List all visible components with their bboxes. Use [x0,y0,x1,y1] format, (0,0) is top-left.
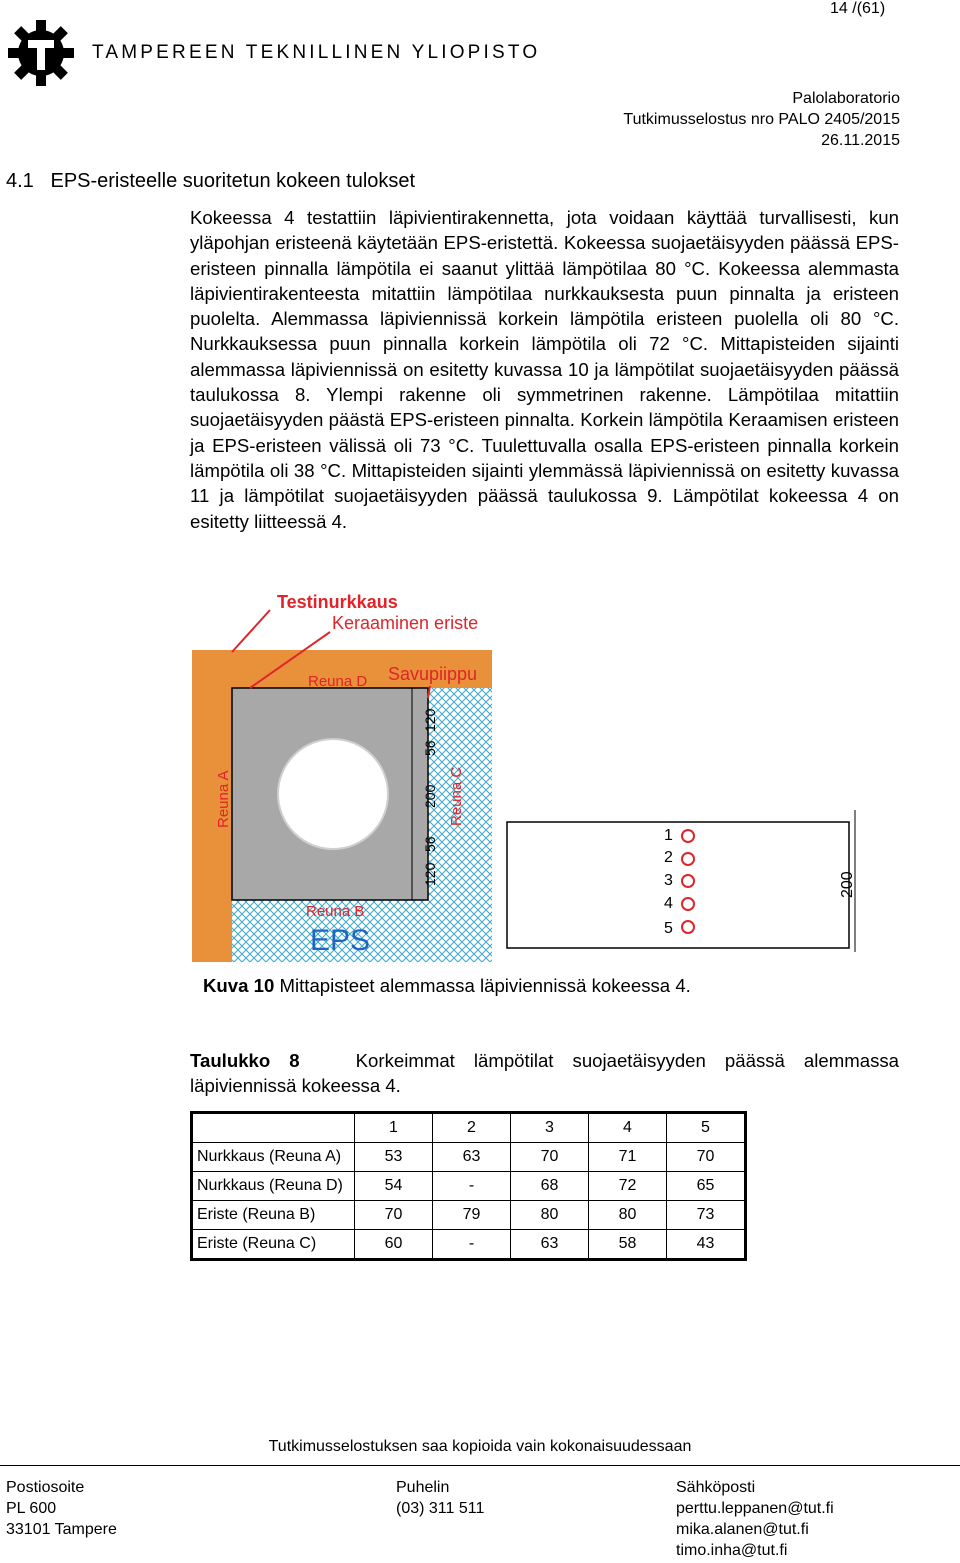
table-cell: 73 [667,1201,746,1230]
dim-bottom-56: 56 [422,836,438,852]
table-cell: - [433,1172,511,1201]
dim-top-120: 120 [422,708,438,732]
table-cell: 70 [511,1143,589,1172]
table-header-cell: 4 [589,1113,667,1143]
table-header-cell [192,1113,355,1143]
table-row-label: Eriste (Reuna B) [192,1201,355,1230]
footer-email-link[interactable]: timo.inha@tut.fi [676,1542,788,1559]
figure-10 [190,590,880,975]
university-logo [6,18,76,93]
page-number: 14 /(61) [830,0,886,17]
table-header-cell: 5 [667,1113,746,1143]
footer-email-link[interactable]: perttu.leppanen@tut.fi [676,1500,834,1517]
table-cell: 63 [433,1143,511,1172]
label-eps: EPS [310,924,371,957]
footer-postal-city: 33101 Tampere [6,1521,117,1538]
label-savupiippu: Savupiippu [388,664,478,684]
table-row [192,1230,746,1260]
table-caption-label: Taulukko 8 [190,1050,300,1071]
point-label-1: 1 [664,827,673,844]
table-row-label: Eriste (Reuna C) [192,1230,355,1260]
table-row [192,1172,746,1201]
table-cell: 60 [355,1230,433,1260]
dim-side-200: 200 [839,871,856,898]
figure-caption [203,975,691,997]
dim-top-56: 56 [422,740,438,756]
table-cell: 80 [511,1201,589,1230]
footer-email-link[interactable]: mika.alanen@tut.fi [676,1521,809,1538]
footer-phone-number: (03) 311 511 [396,1500,485,1517]
table-row [192,1143,746,1172]
label-keraaminen: Keraaminen eriste [332,613,479,633]
table-cell: 68 [511,1172,589,1201]
point-label-2: 2 [664,849,673,866]
table-caption-text: Korkeimmat lämpötilat suojaetäisyyden päässä alemmassa läpiviennissä kokeessa 4. [190,1050,899,1096]
table-header-cell: 1 [355,1113,433,1143]
table-header-cell: 3 [511,1113,589,1143]
label-reuna-c: Reuna C [448,766,465,826]
label-reuna-b: Reuna B [306,903,365,920]
table-cell: 53 [355,1143,433,1172]
university-name: TAMPEREEN TEKNILLINEN YLIOPISTO [92,42,541,63]
table-cell: 65 [667,1172,746,1201]
label-testinurkkaus: Testinurkkaus [277,592,398,612]
lab-name: Palolaboratorio [792,90,900,107]
table-row [192,1201,746,1230]
table-cell: 71 [589,1143,667,1172]
table-row-label: Nurkkaus (Reuna A) [192,1143,355,1172]
table-caption [190,1048,899,1098]
footer-notice: Tutkimusselostuksen saa kopioida vain kokonaisuudessaan [268,1438,692,1455]
footer-divider [0,1465,960,1466]
report-number: Tutkimusselostus nro PALO 2405/2015 [623,111,900,128]
label-reuna-a: Reuna A [215,770,232,828]
point-label-4: 4 [664,895,673,912]
figure-caption-text: Mittapisteet alemmassa läpiviennissä kokeessa 4. [279,975,691,996]
table-cell: 54 [355,1172,433,1201]
table-cell: 80 [589,1201,667,1230]
table-cell: 58 [589,1230,667,1260]
table-header-cell: 2 [433,1113,511,1143]
dim-bottom-120: 120 [422,862,438,886]
footer-postal-box: PL 600 [6,1500,57,1517]
table-header-row [192,1113,746,1143]
dim-200: 200 [422,784,438,808]
footer-postal-heading: Postiosoite [6,1479,85,1496]
table-row-label: Nurkkaus (Reuna D) [192,1172,355,1201]
point-label-3: 3 [664,872,673,889]
report-header [623,88,900,151]
footer-email [676,1477,834,1561]
figure-caption-label: Kuva 10 [203,975,275,996]
measurement-diagram [190,590,880,970]
table-cell: 70 [355,1201,433,1230]
section-title: 4.1 EPS-eristeelle suoritetun kokeen tulokset [6,170,416,192]
footer-phone [396,1477,484,1519]
table-cell: 79 [433,1201,511,1230]
body-paragraph: Kokeessa 4 testattiin läpivientirakennetta, jota voidaan käyttää turvallisesti, kun yläpohjan eristeenä käytetään EPS-eristettä. Kokeessa suojaetäisyyden päässä EPS-eristeen pinnalla lämpötila ei saanut ylittää lämpötilaa 80 °C. Kokeessa alemmasta läpivientirakenteesta mitattiin lämpötilaa nurkkauksesta puun pinnalta ja eristeen puolelta. Alemmassa läpiviennissä korkein lämpötila eristeen puolella oli 80 °C. Nurkkauksessa puun pinnalla korkein lämpötila oli 72 °C. Mittapisteiden sijainti alemmassa läpiviennissä on esitetty kuvassa 10 ja lämpötilat suojaetäisyyden päässä taulukossa 8. Ylempi rakenne oli symmetrinen rakenne. Lämpötilaa mitattiin suojaetäisyyden päästä EPS-eristeen pinnalta. Korkein lämpötila Keraamisen eristeen ja EPS-eristeen välissä oli 73 °C. Tuulettuvalla osalla EPS-eristeen pinnalla korkein lämpötila oli 38 °C. Mittapisteiden sijainti ylemmässä läpiviennissä on esitetty kuvassa 11 ja lämpötilat suojaetäisyyden päässä taulukossa 9. Lämpötilat kokeessa 4 on esitetty liitteessä 4. [190,207,899,532]
table-cell: 63 [511,1230,589,1260]
label-reuna-d: Reuna D [308,673,368,690]
gear-logo-icon [6,18,76,88]
table-cell: - [433,1230,511,1260]
body-text [190,205,899,534]
temperature-table [190,1111,747,1261]
report-date: 26.11.2015 [821,132,900,149]
footer-email-heading: Sähköposti [676,1479,756,1496]
footer-phone-heading: Puhelin [396,1479,450,1496]
table-cell: 43 [667,1230,746,1260]
footer-postal [6,1477,117,1540]
table-cell: 70 [667,1143,746,1172]
table-cell: 72 [589,1172,667,1201]
point-label-5: 5 [664,920,673,937]
